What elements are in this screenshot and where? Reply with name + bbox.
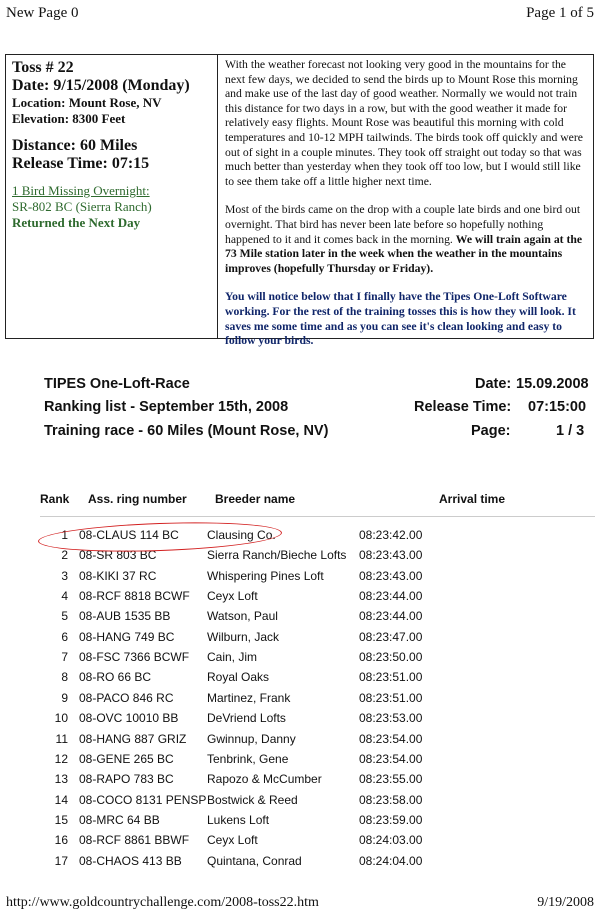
arrival-time-cell: 08:23:51.00 [359, 690, 423, 705]
rank-cell: 6 [61, 629, 68, 644]
breeder-cell: Bostwick & Reed [207, 792, 298, 807]
notes-paragraph-2-bold: We will train again at the 73 Mile station later in the week when the weather in the mountains improves (hopefully Thursday or Friday). [225, 232, 583, 275]
ring-cell: 08-RAPO 783 BC [79, 772, 174, 787]
breeder-cell: Quintana, Conrad [207, 853, 302, 868]
notes-paragraph-3: You will notice below that I finally have the Tipes One-Loft Software working. For the rest of the training tosses this is how they will look. It saves me some time and as you can see it's clean looking and easy to follow your birds. [225, 290, 576, 348]
toss-release-time: Release Time: 07:15 [12, 155, 150, 172]
col-header-arrival: Arrival time [439, 492, 506, 506]
ring-cell: 08-CHAOS 413 BB [79, 853, 182, 868]
table-row [0, 772, 602, 792]
breeder-cell: Gwinnup, Danny [207, 731, 296, 746]
rank-cell: 13 [54, 772, 68, 787]
toss-number: Toss # 22 [12, 59, 74, 76]
arrival-time-cell: 08:23:51.00 [359, 670, 423, 685]
arrival-time-cell: 08:24:03.00 [359, 833, 423, 848]
ring-cell: 08-CLAUS 114 BC [79, 528, 179, 542]
report-page-label: Page: [471, 423, 511, 439]
notes-paragraph-2 [225, 203, 587, 276]
table-row [0, 752, 602, 772]
table-row [0, 630, 602, 650]
arrival-time-cell: 08:23:43.00 [359, 568, 423, 583]
toss-elevation: Elevation: 8300 Feet [12, 111, 126, 126]
table-row [0, 793, 602, 813]
report-date-value: 15.09.2008 [516, 376, 589, 392]
rank-cell: 2 [61, 548, 68, 563]
breeder-cell: Ceyx Loft [207, 833, 258, 848]
rank-cell: 10 [54, 711, 68, 726]
notes-paragraph-1: With the weather forecast not looking very good in the mountains for the next few days, we decided to send the birds up to Mount Rose this morning and make use of the last day of good weather. Normally we would not train this distance for two days in a row, but with the good weather it made for relatively easy flights. Mount Rose was beautiful this morning with cold temperatures and 10-12 MPH tailwinds. The birds took off quickly and were out of sight in a couple minutes. They took off straight out today so that was much better than yesterday when they took off too low, but I would still like to see them take off a little higher next time. [225, 58, 583, 188]
table-row [0, 548, 602, 568]
rank-cell: 5 [61, 609, 68, 624]
breeder-cell: Whispering Pines Loft [207, 568, 324, 583]
breeder-cell: Lukens Loft [207, 812, 270, 827]
breeder-cell: DeVriend Lofts [207, 711, 286, 726]
missing-bird-id: SR-802 BC (Sierra Ranch) [12, 199, 152, 214]
ring-cell: 08-KIKI 37 RC [79, 568, 157, 583]
rank-cell: 15 [54, 812, 68, 827]
toss-distance: Distance: 60 Miles [12, 137, 138, 154]
footer-url: http://www.goldcountrychallenge.com/2008-toss22.htm [6, 895, 319, 910]
breeder-cell: Tenbrink, Gene [207, 751, 289, 766]
notes-paragraph-2-text: Most of the birds came on the drop with a couple late birds and one bird out overnight. That bird has never been late before so hopefully nothing happened to it and it comes back in the morning. [225, 203, 581, 246]
report-page-value: 1 / 3 [556, 423, 585, 439]
page-number: Page 1 of 5 [526, 5, 594, 21]
ring-cell: 08-RO 66 BC [79, 670, 152, 685]
ring-cell: 08-RCF 8861 BBWF [79, 833, 190, 848]
arrival-time-cell: 08:23:54.00 [359, 751, 423, 766]
arrival-time-cell: 08:23:53.00 [359, 711, 423, 726]
arrival-time-cell: 08:23:47.00 [359, 629, 423, 644]
arrival-time-cell: 08:23:42.00 [359, 528, 423, 542]
arrival-time-cell: 08:23:44.00 [359, 589, 423, 604]
rank-cell: 3 [61, 568, 68, 583]
rank-cell: 8 [61, 670, 68, 685]
breeder-cell: Clausing Co. [207, 528, 276, 542]
rank-cell: 4 [61, 589, 68, 604]
breeder-cell: Rapozo & McCumber [207, 772, 322, 787]
ring-cell: 08-HANG 887 GRIZ [79, 731, 187, 746]
ring-cell: 08-MRC 64 BB [79, 812, 160, 827]
report-release-value: 07:15:00 [528, 399, 587, 415]
breeder-cell: Ceyx Loft [207, 589, 258, 604]
table-row [0, 650, 602, 670]
breeder-cell: Martinez, Frank [207, 690, 291, 705]
toss-info-table [5, 54, 594, 348]
table-row [0, 569, 602, 589]
breeder-cell: Royal Oaks [207, 670, 270, 685]
breeder-cell: Wilburn, Jack [207, 629, 280, 644]
toss-notes-cell [225, 58, 587, 349]
toss-location: Location: Mount Rose, NV [12, 95, 162, 110]
ring-cell: 08-FSC 7366 BCWF [79, 650, 190, 665]
page-header-title: New Page 0 [6, 5, 79, 21]
col-header-breeder: Breeder name [215, 492, 296, 506]
breeder-cell: Sierra Ranch/Bieche Lofts [207, 548, 347, 563]
report-date-label: Date: [475, 376, 512, 392]
arrival-time-cell: 08:23:50.00 [359, 650, 423, 665]
rank-cell: 11 [55, 731, 68, 746]
arrival-time-cell: 08:23:54.00 [359, 731, 423, 746]
header-rule [40, 516, 595, 517]
missing-bird-label: 1 Bird Missing Overnight: [12, 183, 150, 198]
ring-cell: 08-OVC 10010 BB [79, 711, 179, 726]
table-row [0, 609, 602, 629]
table-row [0, 732, 602, 752]
rank-cell: 14 [54, 792, 68, 807]
report-title: TIPES One-Loft-Race [44, 376, 190, 392]
col-header-ring: Ass. ring number [88, 492, 187, 506]
table-row [0, 711, 602, 731]
ring-cell: 08-PACO 846 RC [79, 690, 174, 705]
arrival-time-cell: 08:23:59.00 [359, 812, 423, 827]
ring-cell: 08-RCF 8818 BCWF [79, 589, 190, 604]
ring-cell: 08-HANG 749 BC [79, 629, 175, 644]
rank-cell: 16 [54, 833, 68, 848]
breeder-cell: Watson, Paul [207, 609, 278, 624]
table-row [0, 854, 602, 874]
col-header-rank: Rank [40, 492, 70, 506]
arrival-time-cell: 08:24:04.00 [359, 853, 423, 868]
ring-cell: 08-GENE 265 BC [79, 751, 174, 766]
footer-date: 9/19/2008 [537, 895, 594, 910]
table-row [0, 670, 602, 690]
rank-cell: 7 [61, 650, 68, 665]
arrival-time-cell: 08:23:58.00 [359, 792, 423, 807]
rank-cell: 12 [54, 751, 68, 766]
rank-cell: 1 [61, 528, 68, 542]
table-divider [217, 55, 218, 338]
table-row [0, 833, 602, 853]
report-release-label: Release Time: [414, 399, 512, 415]
breeder-cell: Cain, Jim [207, 650, 258, 665]
arrival-time-cell: 08:23:55.00 [359, 772, 423, 787]
toss-summary-cell [12, 59, 212, 231]
report-subtitle: Ranking list - September 15th, 2008 [44, 399, 289, 415]
ring-cell: 08-SR 803 BC [79, 548, 157, 563]
ring-cell: 08-AUB 1535 BB [79, 609, 171, 624]
rank-cell: 17 [54, 853, 68, 868]
table-row [0, 589, 602, 609]
table-row [0, 813, 602, 833]
toss-date: Date: 9/15/2008 (Monday) [12, 77, 190, 94]
rank-cell: 9 [61, 690, 68, 705]
table-row [0, 691, 602, 711]
arrival-time-cell: 08:23:43.00 [359, 548, 423, 563]
arrival-time-cell: 08:23:44.00 [359, 609, 423, 624]
ring-cell: 08-COCO 8131 PENSP [79, 792, 207, 807]
report-race-name: Training race - 60 Miles (Mount Rose, NV) [44, 423, 329, 439]
returned-note: Returned the Next Day [12, 215, 141, 230]
